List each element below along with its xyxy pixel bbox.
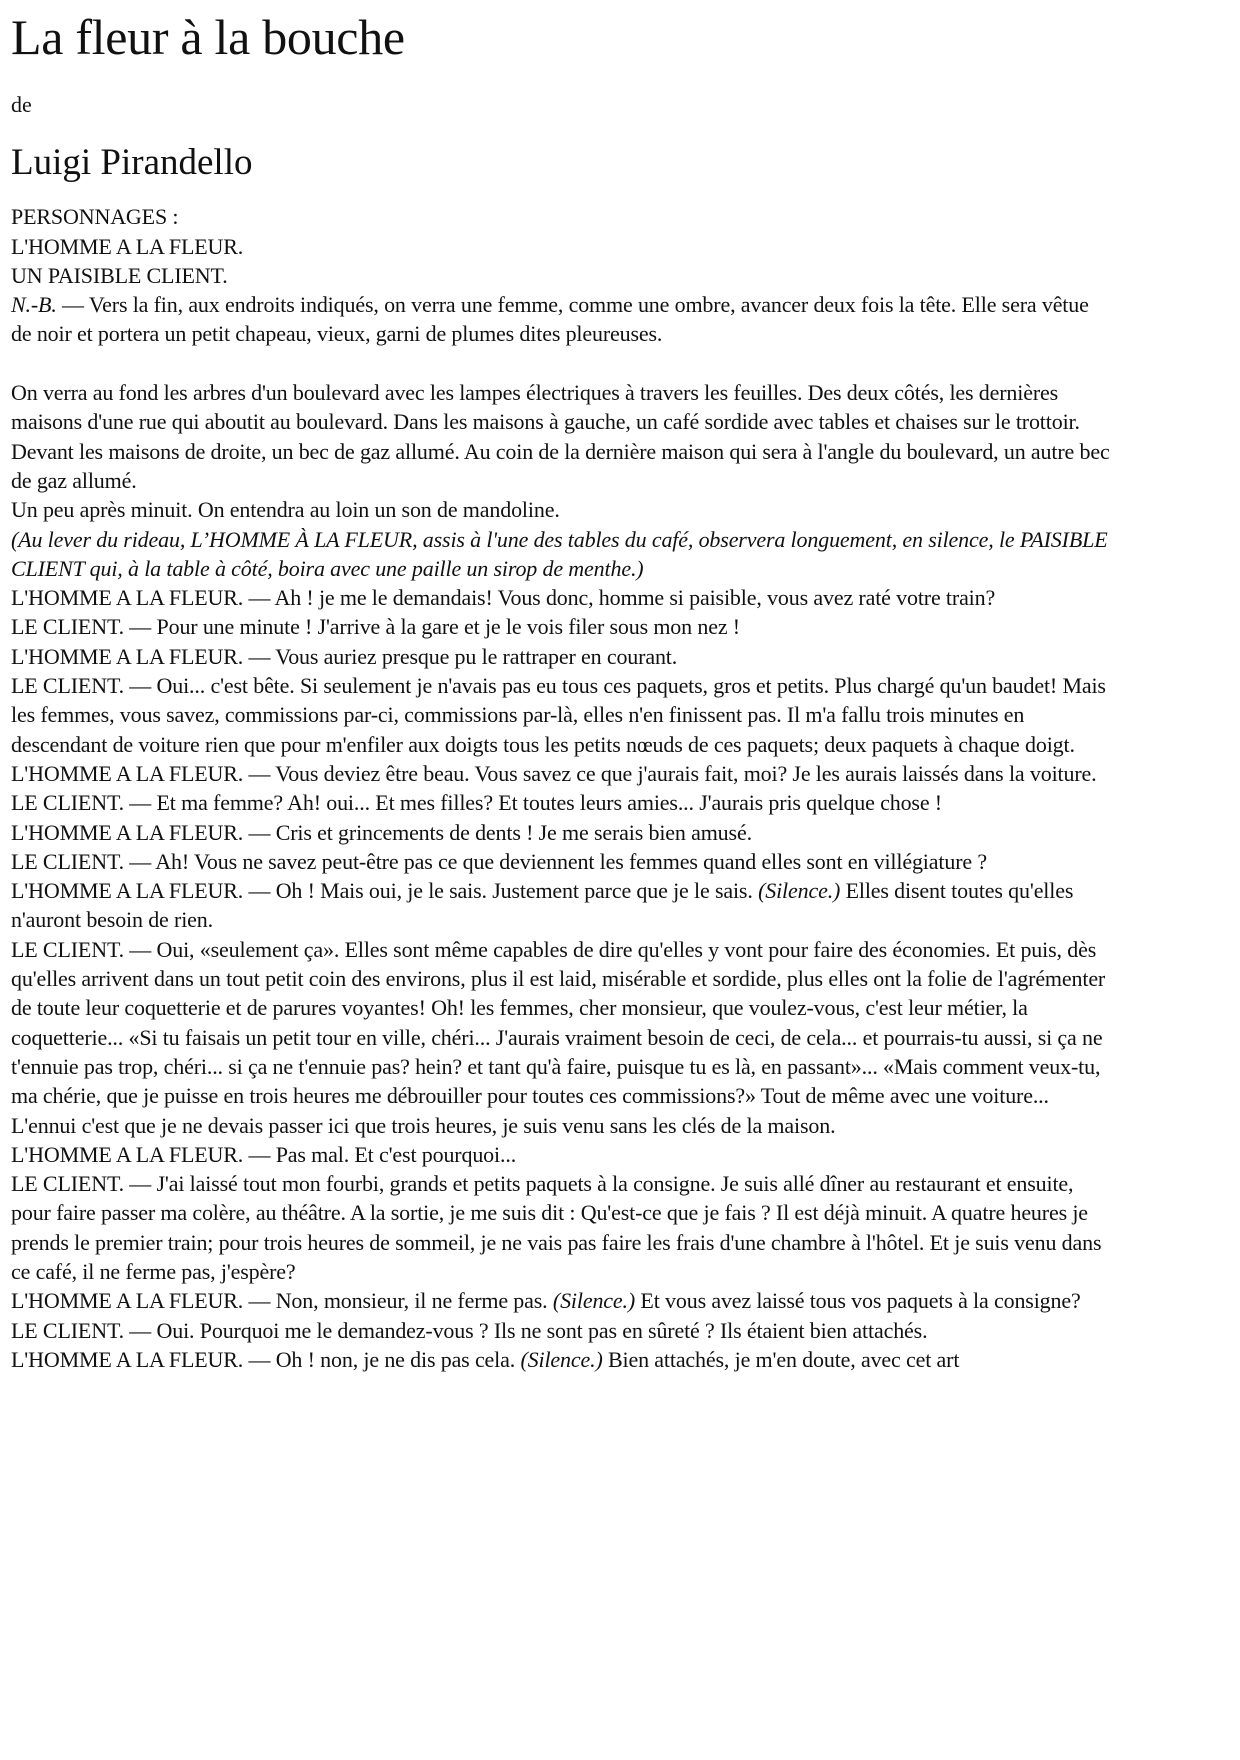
dialogue-line (11, 612, 1110, 641)
speaker-name: LE CLIENT. (11, 1317, 124, 1343)
speech-text: — Ah ! je me le demandais! Vous donc, homme si paisible, vous avez raté votre train? (243, 585, 996, 611)
dialogue-line (11, 583, 1110, 612)
speech-text: Bien attachés, je m'en doute, avec cet art (602, 1346, 960, 1372)
play-title: La fleur à la bouche (11, 9, 405, 65)
character-item: L'HOMME A LA FLEUR. (11, 233, 244, 259)
speech-text: — Oui. Pourquoi me le demandez-vous ? Ils ne sont pas en sûreté ? Ils étaient bien attachés. (123, 1317, 928, 1343)
speech-text: — Oh ! non, je ne dis pas cela. (243, 1346, 521, 1372)
speech-text: — Ah! Vous ne savez peut-être pas ce que deviennent les femmes quand elles sont en villégiature ? (123, 848, 987, 874)
speech-text: Et vous avez laissé tous vos paquets à la consigne? (635, 1288, 1081, 1314)
dialogue-line (11, 642, 1110, 671)
stage-direction: (Au lever du rideau, L’HOMME À LA FLEUR, assis à l'une des tables du café, observera longuement, en silence, le PAISIBLE CLIENT qui, à la table à côté, boira avec une paille un sirop de menthe.) (11, 526, 1108, 581)
speaker-name: LE CLIENT. (11, 673, 124, 699)
dialogue-line (11, 1140, 1110, 1169)
speaker-name: LE CLIENT. (11, 936, 124, 962)
speech-text: — Vous auriez presque pu le rattraper en courant. (243, 643, 678, 669)
speaker-name: L'HOMME A LA FLEUR. (11, 760, 244, 786)
spacer (11, 349, 1110, 378)
dialogue-line (11, 847, 1110, 876)
speech-text: Elles disent toutes qu'elles n'auront besoin de rien. (11, 878, 1074, 933)
dialogue-line (11, 788, 1110, 817)
speaker-name: L'HOMME A LA FLEUR. (11, 643, 244, 669)
dialogue-line (11, 1286, 1110, 1315)
stage-direction-inline: (Silence.) (758, 878, 841, 904)
speaker-name: LE CLIENT. (11, 790, 124, 816)
character-item: UN PAISIBLE CLIENT. (11, 262, 228, 288)
speaker-name: L'HOMME A LA FLEUR. (11, 1288, 244, 1314)
speaker-name: L'HOMME A LA FLEUR. (11, 1346, 244, 1372)
speaker-name: LE CLIENT. (11, 1171, 124, 1197)
stage-direction-inline: (Silence.) (552, 1288, 636, 1314)
speaker-name: L'HOMME A LA FLEUR. (11, 585, 244, 611)
speaker-name: LE CLIENT. (11, 614, 124, 640)
speech-text: — Pour une minute ! J'arrive à la gare et je le vois filer sous mon nez ! (123, 614, 740, 640)
speech-text: — Non, monsieur, il ne ferme pas. (243, 1288, 553, 1314)
speech-text: — Et ma femme? Ah! oui... Et mes filles? Et toutes leurs amies... J'aurais pris quelque chose ! (123, 790, 942, 816)
note-label: N.-B. (11, 292, 57, 318)
speech-text: — Oui... c'est bête. Si seulement je n'avais pas eu tous ces paquets, gros et petits. Plus chargé qu'un baudet! Mais les femmes, vous savez, commissions par-ci, commissions par-là, elles n'en finissent pas. Il m'a fallu trois minutes en descendant de voiture rien que pour m'enfiler aux doigts tous les petits nœuds de ces paquets; deux paquets à chaque doigt. (11, 673, 1106, 757)
document-page (0, 8, 1240, 1374)
speech-text: — Oui, «seulement ça». Elles sont même capables de dire qu'elles y vont pour faire des économies. Et puis, dès qu'elles arrivent dans un tout petit coin des environs, plus il est laid, misérable et sordide, plus elles ont la folie de l'agrémenter de toute leur coquetterie et de parures voyantes! Oh! les femmes, cher monsieur, que voulez-vous, c'est leur métier, la coquetterie... «Si tu faisais un petit tour en ville, chéri... J'aurais vraiment besoin de ceci, de cela... et pourrais-tu aussi, si ça ne t'ennuie pas trop, chéri... si ça ne t'ennuie pas? hein? et tant qu'à faire, puisque tu es là, en passant»... «Mais comment veux-tu, ma chérie, que je puisse en trois heures me débrouiller pour toutes ces commissions?» Tout de même avec une voiture... L'ennui c'est que je ne devais passer ici que trois heures, je suis venu sans les clés de la maison. (11, 936, 1106, 1138)
speech-text: — Pas mal. Et c'est pourquoi... (243, 1141, 517, 1167)
play-text (11, 202, 1110, 1374)
speech-text: — Vous deviez être beau. Vous savez ce que j'aurais fait, moi? Je les aurais laissés dans la voiture. (243, 760, 1097, 786)
by-line: de (11, 92, 32, 117)
speaker-name: LE CLIENT. (11, 848, 124, 874)
author-name: Luigi Pirandello (11, 142, 253, 184)
dialogue-line (11, 876, 1110, 935)
dialogue-line (11, 1345, 1110, 1374)
dialogue-line (11, 759, 1110, 788)
note (11, 290, 1110, 349)
speech-text: — Cris et grincements de dents ! Je me serais bien amusé. (243, 819, 752, 845)
speaker-name: L'HOMME A LA FLEUR. (11, 1141, 244, 1167)
speech-text: — J'ai laissé tout mon fourbi, grands et petits paquets à la consigne. Je suis allé dîner au restaurant et ensuite, pour faire passer ma colère, au théâtre. A la sortie, je me suis dit : Qu'est-ce que je fais ? Il est déjà minuit. A quatre heures je prends le premier train; pour trois heures de sommeil, je ne vais pas faire les frais d'une chambre à l'hôtel. Et je suis venu dans ce café, il ne ferme pas, j'espère? (11, 1171, 1102, 1284)
dialogue-line (11, 1169, 1110, 1286)
dialogue (11, 583, 1110, 1374)
characters-heading: PERSONNAGES : (11, 204, 179, 230)
dialogue-line (11, 1316, 1110, 1345)
dialogue-line (11, 935, 1110, 1140)
note-text: — Vers la fin, aux endroits indiqués, on verra une femme, comme une ombre, avancer deux fois la tête. Elle sera vêtue de noir et portera un petit chapeau, vieux, garni de plumes dites pleureuses. (11, 292, 1089, 347)
dialogue-line (11, 671, 1110, 759)
setting-description: On verra au fond les arbres d'un boulevard avec les lampes électriques à travers les feuilles. Des deux côtés, les dernières maisons d'une rue qui aboutit au boulevard. Dans les maisons à gauche, un café sordide avec tables et chaises sur le trottoir. Devant les maisons de droite, un bec de gaz allumé. Au coin de la dernière maison qui sera à l'angle du boulevard, un autre bec de gaz allumé. (11, 380, 1110, 493)
speech-text: — Oh ! Mais oui, je le sais. Justement parce que je le sais. (243, 878, 759, 904)
speaker-name: L'HOMME A LA FLEUR. (11, 819, 244, 845)
setting-time: Un peu après minuit. On entendra au loin un son de mandoline. (11, 497, 560, 523)
speaker-name: L'HOMME A LA FLEUR. (11, 878, 244, 904)
stage-direction-inline: (Silence.) (520, 1346, 603, 1372)
dialogue-line (11, 818, 1110, 847)
